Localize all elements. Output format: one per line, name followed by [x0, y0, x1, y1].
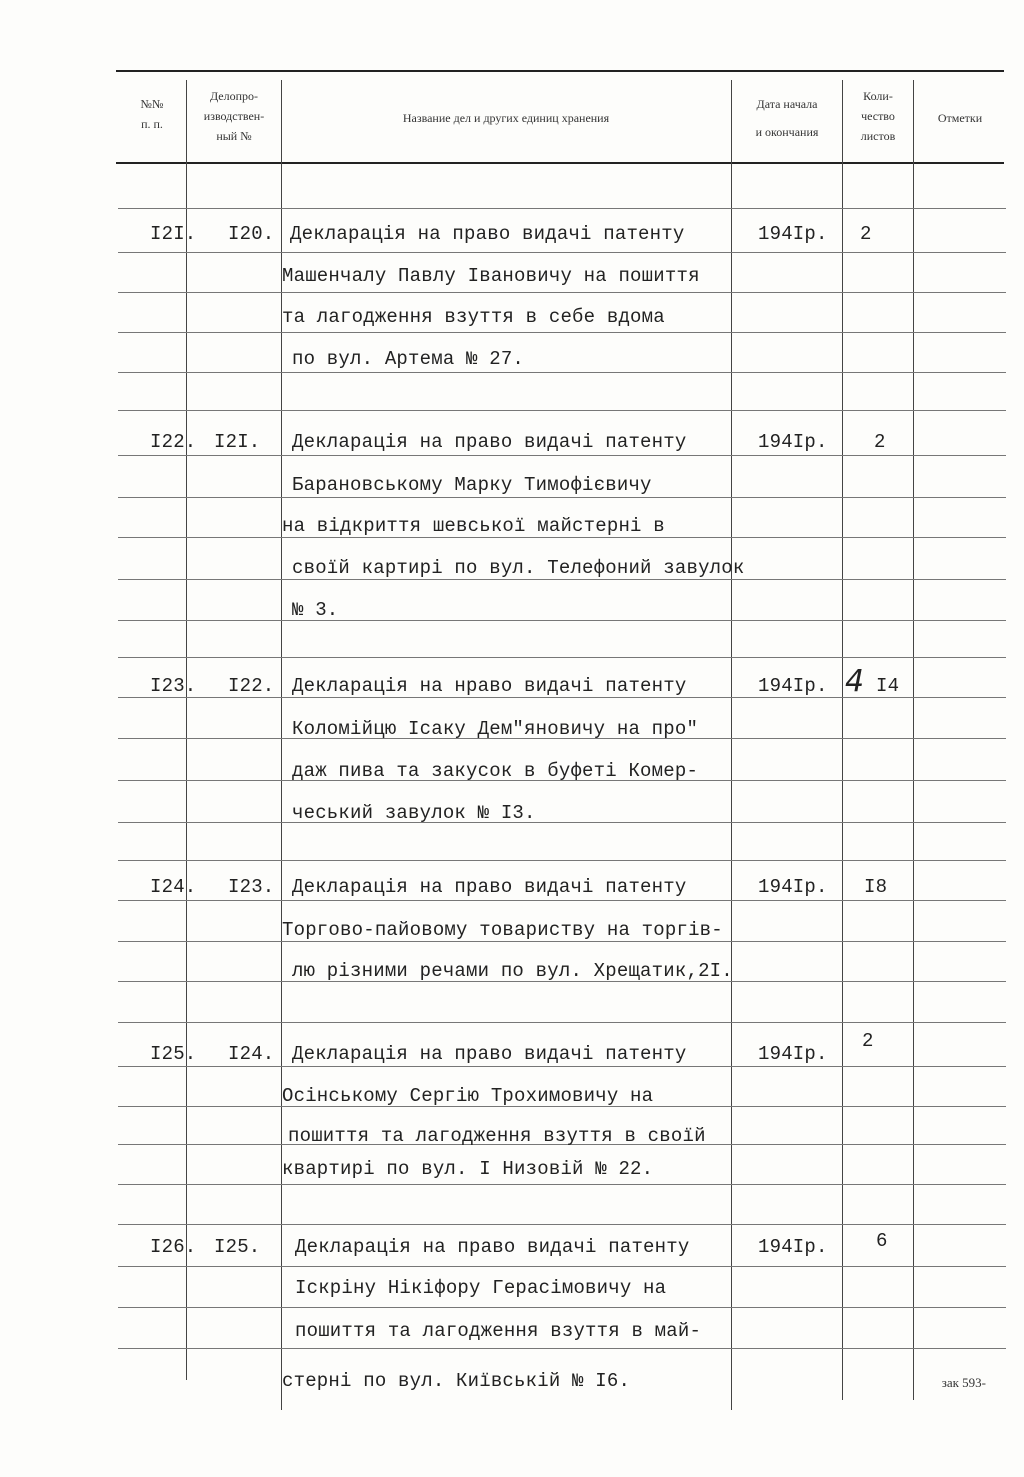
header-col-number — [120, 94, 184, 134]
header-text: п. п. — [141, 117, 163, 131]
entry-date: 194Iр. — [758, 223, 828, 245]
entry-title-line: Декларація на право видачі патенту — [295, 1236, 690, 1258]
handwritten-correction: 4 — [845, 664, 865, 699]
row-line — [118, 579, 1006, 581]
row-line — [118, 292, 1006, 294]
row-line — [118, 1266, 1006, 1268]
header-col-sheets — [844, 86, 912, 146]
entry-sheet-count: I4 — [876, 675, 900, 697]
entry-sheet-count: 2 — [860, 223, 872, 245]
entry-sheet-count: 6 — [876, 1230, 888, 1252]
row-line — [118, 1307, 1006, 1309]
header-col-title — [283, 108, 729, 128]
entry-title-line: пошиття та лагодження взуття в май- — [295, 1320, 702, 1342]
row-line — [118, 410, 1006, 412]
entry-number: I25. — [150, 1043, 197, 1065]
header-text: изводствен- — [203, 109, 265, 123]
row-line — [118, 1224, 1006, 1226]
entry-number: I24. — [150, 876, 197, 898]
entry-title-line: своїй картирі по вул. Телефоний завулок — [292, 557, 745, 579]
entry-title-line: Декларація на право видачі патенту — [292, 1043, 687, 1065]
row-line — [118, 1022, 1006, 1024]
header-col-office-number — [188, 86, 280, 146]
header-text: Делопро- — [209, 89, 259, 103]
entry-title-line: стерні по вул. Київській № I6. — [282, 1370, 631, 1392]
entry-office-number: I22. — [228, 675, 275, 697]
entry-title-line: по вул. Артема № 27. — [292, 348, 525, 370]
entry-title-line: Іскріну Нікіфору Герасімовичу на — [295, 1277, 667, 1299]
entry-title-line: Коломійцю Ісаку Дем"яновичу на про" — [292, 718, 699, 740]
header-col-dates — [733, 94, 841, 142]
entry-title-line: на відкриття шевської майстерні в — [282, 515, 665, 537]
header-text: и окончания — [755, 125, 819, 139]
header-col-notes — [915, 108, 1005, 128]
entry-title-line: лю різними речами по вул. Хрещатик,2I. — [292, 960, 733, 982]
entry-title-line: Декларація на право видачі патенту — [292, 876, 687, 898]
entry-title-line: та лагодження взуття в себе вдома — [282, 306, 665, 328]
row-line — [118, 941, 1006, 943]
header-bottom-rule — [116, 162, 1004, 164]
row-line — [118, 537, 1006, 539]
header-text: чество — [861, 109, 895, 123]
entry-title-line: Декларація на нраво видачі патенту — [292, 675, 687, 697]
entry-sheet-count: 2 — [862, 1030, 874, 1052]
entry-date: 194Iр. — [758, 1043, 828, 1065]
row-line — [118, 860, 1006, 862]
entry-number: I23. — [150, 675, 197, 697]
entry-office-number: I23. — [228, 876, 275, 898]
row-line — [118, 332, 1006, 334]
entry-number: I22. — [150, 431, 197, 453]
column-divider — [842, 80, 843, 1400]
entry-title-line: Барановському Марку Тимофієвичу — [292, 474, 652, 496]
print-order-mark: зак 593- — [941, 1375, 986, 1390]
row-line — [118, 697, 1006, 699]
entry-date: 194Iр. — [758, 876, 828, 898]
row-line — [118, 657, 1006, 659]
row-line — [118, 1066, 1006, 1068]
row-line — [118, 822, 1006, 824]
header-text: Коли- — [863, 89, 893, 103]
header-text: Отметки — [937, 111, 983, 125]
entry-title-line: Осінському Сергію Трохимовичу на — [282, 1085, 654, 1107]
entry-number: I26. — [150, 1236, 197, 1258]
row-line — [118, 497, 1006, 499]
row-line — [118, 1348, 1006, 1350]
entry-sheet-count: I8 — [864, 876, 888, 898]
header-text: №№ — [140, 97, 164, 111]
entry-title-line: Машенчалу Павлу Івановичу на пошиття — [282, 265, 700, 287]
entry-number: I2I. — [150, 223, 197, 245]
entry-title-line: даж пива та закусок в буфеті Комер- — [292, 760, 699, 782]
entry-title-line: квартирі по вул. І Низовій № 22. — [282, 1158, 654, 1180]
entry-office-number: I2I. — [214, 431, 261, 453]
row-line — [118, 1184, 1006, 1186]
row-line — [118, 208, 1006, 210]
header-text: Дата начала — [756, 97, 818, 111]
entry-title-line: Декларація на право видачі патенту — [290, 223, 685, 245]
row-line — [118, 620, 1006, 622]
column-divider — [913, 80, 914, 1400]
header-text: листов — [860, 129, 896, 143]
entry-office-number: I24. — [228, 1043, 275, 1065]
entry-title-line: № 3. — [292, 599, 339, 621]
entry-title-line: пошиття та лагодження взуття в своїй — [288, 1125, 706, 1147]
entry-office-number: I25. — [214, 1236, 261, 1258]
entry-date: 194Iр. — [758, 431, 828, 453]
row-line — [118, 900, 1006, 902]
header-text: Название дел и других единиц хранения — [402, 111, 610, 125]
row-line — [118, 372, 1006, 374]
row-line — [118, 455, 1006, 457]
entry-date: 194Iр. — [758, 675, 828, 697]
column-divider — [731, 80, 732, 1410]
row-line — [118, 252, 1006, 254]
entry-date: 194Iр. — [758, 1236, 828, 1258]
entry-title-line: Декларація на право видачі патенту — [292, 431, 687, 453]
entry-title-line: Торгово-пайовому товариству на торгів- — [282, 919, 723, 941]
entry-sheet-count: 2 — [874, 431, 886, 453]
header-top-rule — [116, 70, 1004, 72]
entry-office-number: I20. — [228, 223, 275, 245]
header-text: ный № — [216, 129, 252, 143]
entry-title-line: чеський завулок № I3. — [292, 802, 536, 824]
